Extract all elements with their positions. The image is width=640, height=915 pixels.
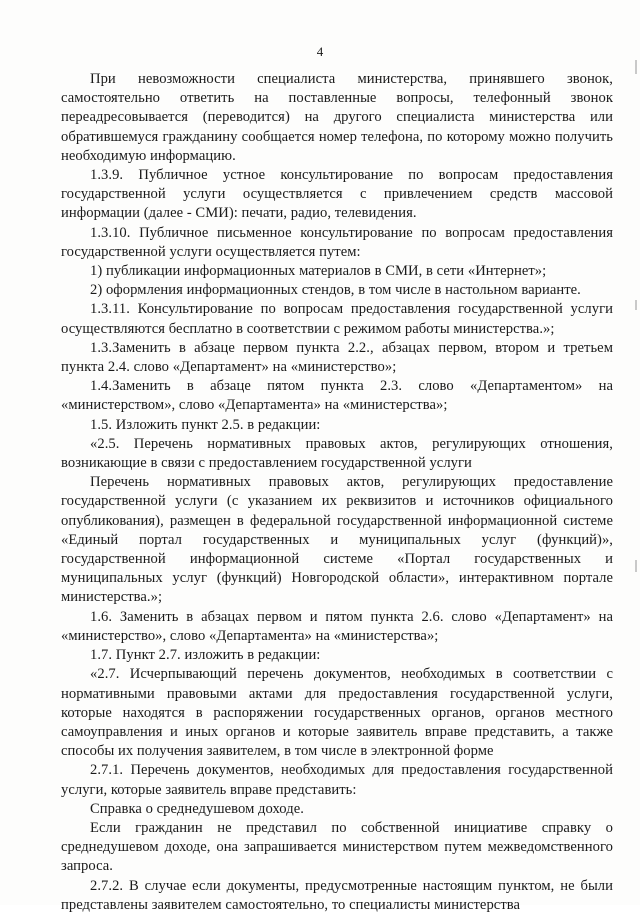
paragraph-2-5-heading: «2.5. Перечень нормативных правовых актов, регулирующих отношения, возникающие в связи с предоставлением государственной услуги [61, 435, 613, 472]
paragraph-2-7-1: 2.7.1. Перечень документов, необходимых для предоставления государственной услуги, которые заявитель вправе представить: [61, 762, 613, 798]
paragraph-1-6-replace: 1.6. Заменить в абзацах первом и пятом пункта 2.6. слово «Департамент» на «министерство», слово «Департамента» на «министерства»; [61, 608, 613, 644]
paragraph-1-3-replace: 1.3.Заменить в абзаце первом пункта 2.2., абзацах первом, втором и третьем пункта 2.4. слово «Департамент» на «министерство»; [61, 339, 613, 376]
paragraph-1-7: 1.7. Пункт 2.7. изложить в редакции: [90, 647, 321, 664]
scan-edge-mark [635, 60, 637, 74]
paragraph-2-7-2: 2.7.2. В случае если документы, предусмотренные настоящим пунктом, не были представлены заявителем самостоятельно, то специалисты министерства [61, 877, 613, 913]
paragraph-1-5: 1.5. Изложить пункт 2.5. в редакции: [90, 416, 321, 433]
list-item-publications: 1) публикации информационных материалов в СМИ, в сети «Интернет»; [90, 263, 547, 280]
paragraph-2-7-heading: «2.7. Исчерпывающий перечень документов, необходимых в соответствии с нормативными правовыми актами для предоставления государственной услуги, которые находятся в распоряжении государственных органов, органов местного самоуправления и иных органов и которые заявитель вправе представить, а также способы их получения заявителем, в том числе в электронной форме [61, 666, 613, 760]
paragraph-income-certificate: Справка о среднедушевом доходе. [90, 800, 304, 817]
page-number: 4 [316, 44, 324, 59]
paragraph-2-5-body: Перечень нормативных правовых актов, регулирующих предоставление государственной услуги (с указанием их реквизитов и источников официального опубликования), размещен в федеральной государственной информационной системе «Единый портал государственных и муниципальных услуг (функций)», государственной информационной системе «Портал государственных и муниципальных услуг (функций) Новгородской области», интерактивном портале министерства.»; [61, 474, 613, 606]
scan-edge-mark [635, 300, 637, 310]
paragraph-1-4-replace: 1.4.Заменить в абзаце пятом пункта 2.3. слово «Департаментом» на «министерством», слово «Департамента» на «министерства»; [61, 378, 613, 414]
paragraph-1-3-9: 1.3.9. Публичное устное консультирование по вопросам предоставления государственной услуги осуществляется с привлечением средств массовой информации (далее - СМИ): печати, радио, телевидения. [61, 167, 613, 222]
document-body [61, 70, 613, 915]
list-item-stands: 2) оформления информационных стендов, в том числе в настольном варианте. [90, 282, 581, 299]
paragraph-redirect-call: При невозможности специалиста министерства, принявшего звонок, самостоятельно ответить на поставленные вопросы, телефонный звонок переадресовывается (переводится) на другого специалиста министерства или обратившемуся гражданину сообщается номер телефона, по которому можно получить необходимую информацию. [61, 71, 613, 164]
paragraph-interagency-request: Если гражданин не представил по собственной инициативе справку о среднедушевом доходе, она запрашивается министерством путем межведомственного запроса. [61, 819, 613, 875]
paragraph-1-3-10: 1.3.10. Публичное письменное консультирование по вопросам предоставления государственной услуги осуществляется путем: [61, 224, 613, 260]
paragraph-1-3-11: 1.3.11. Консультирование по вопросам предоставления государственной услуги осуществляются бесплатно в соответствии с режимом работы министерства.»; [61, 301, 613, 337]
scan-edge-mark [635, 560, 637, 572]
